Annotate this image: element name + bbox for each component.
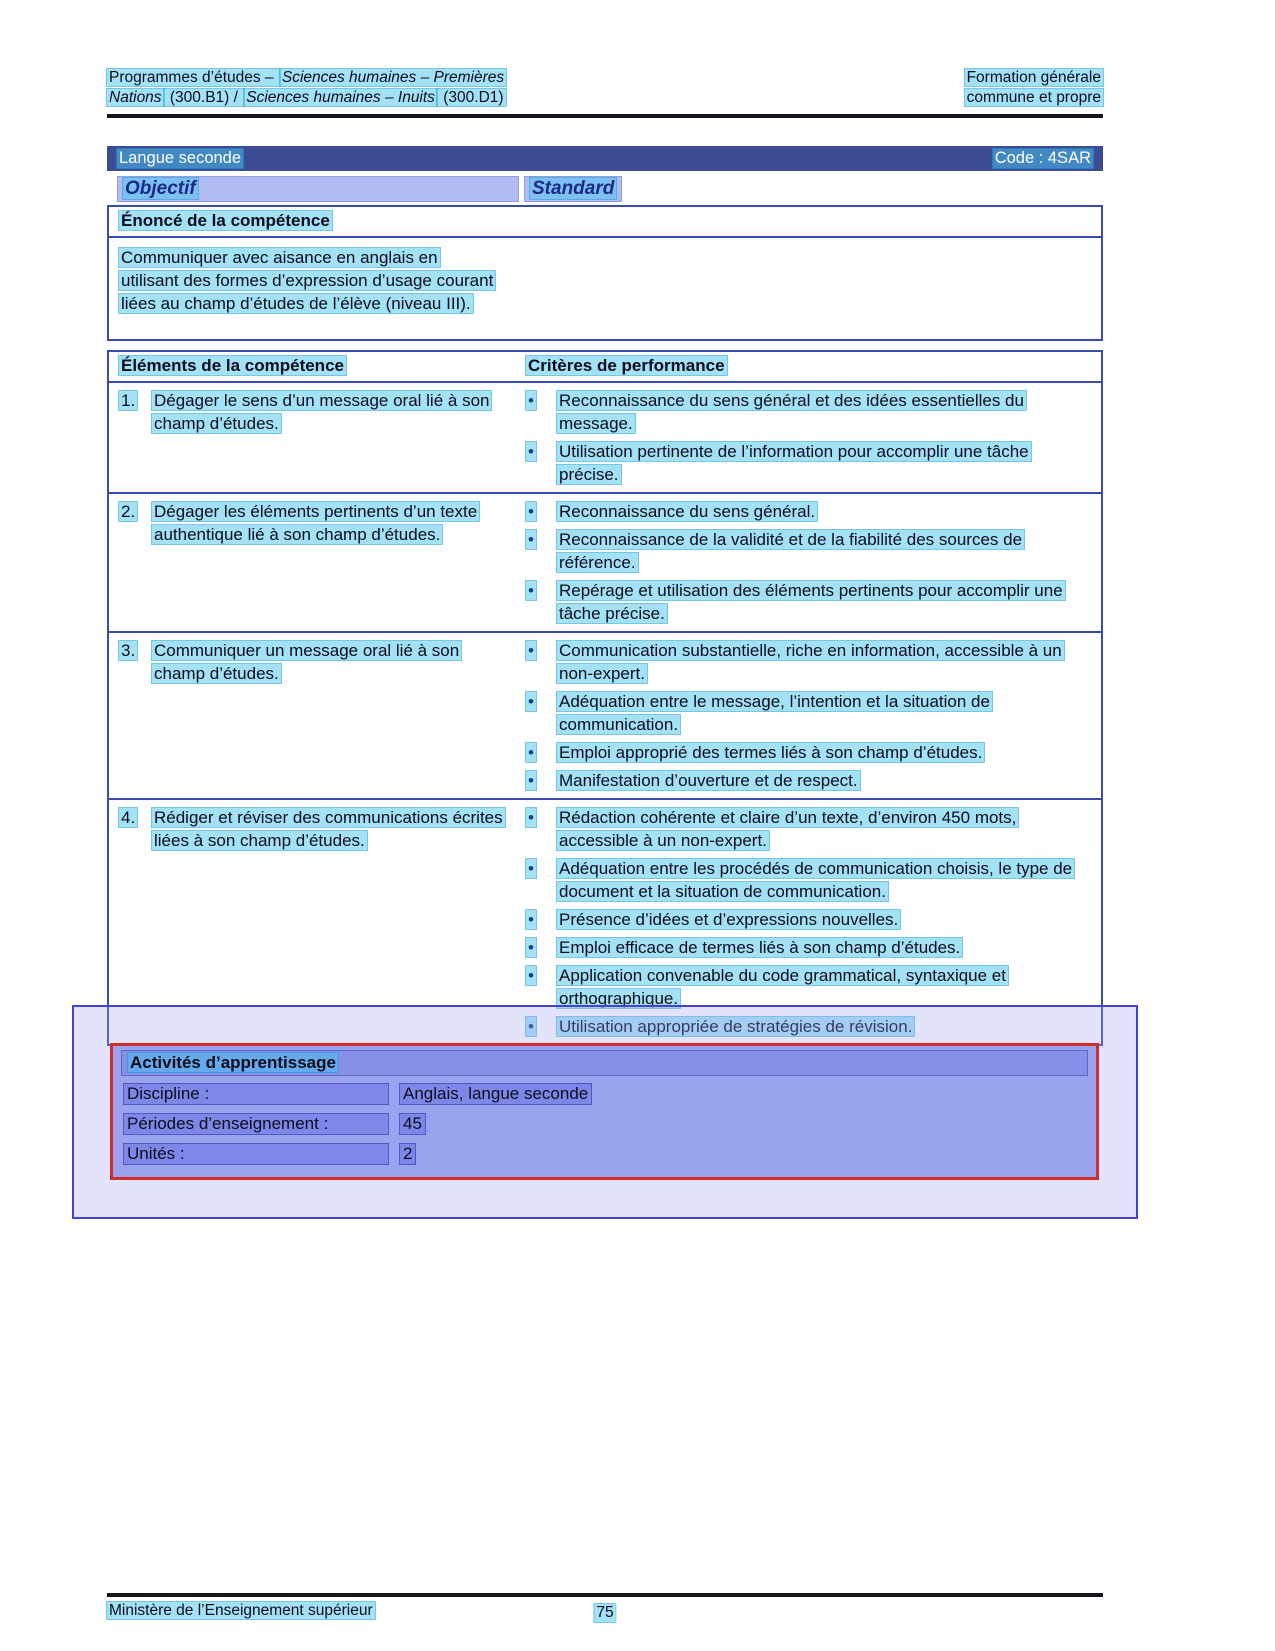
- bullet-icon: •: [528, 743, 534, 762]
- activities-heading: Activités d’apprentissage: [130, 1053, 336, 1072]
- bullet-icon: •: [528, 530, 534, 549]
- enonce-text: Communiquer avec aisance en anglais en utilisant des formes d’expression d’usage courant liées au champ d’études de l’élève (niveau III).: [121, 248, 494, 313]
- row-number: 4.: [121, 808, 136, 827]
- objectif-heading: Objectif: [125, 178, 196, 199]
- critere-item: [526, 936, 1091, 959]
- critere-text: Utilisation pertinente de l’information pour accomplir une tâche précise.: [559, 442, 1029, 484]
- elements-heading: Éléments de la compétence: [121, 356, 344, 375]
- standard-heading: Standard: [532, 178, 615, 199]
- section-title-bar: [107, 146, 1103, 171]
- enonce-box: [107, 205, 1103, 341]
- activity-row: [124, 1114, 1085, 1134]
- critere-text: Adéquation entre les procédés de communication choisis, le type de document et la situation de communication.: [559, 859, 1073, 901]
- competence-header-row: [109, 352, 1101, 383]
- activity-row: [124, 1084, 1085, 1104]
- critere-text: Manifestation d’ouverture et de respect.: [559, 771, 858, 790]
- critere-text: Utilisation appropriée de stratégies de révision.: [559, 1017, 913, 1036]
- critere-text: Application convenable du code grammatical, syntaxique et orthographique.: [559, 966, 1006, 1008]
- activity-value: 2: [400, 1144, 415, 1164]
- enonce-header-row: [109, 207, 1101, 238]
- activity-value: Anglais, langue seconde: [400, 1084, 591, 1104]
- bullet-icon: •: [528, 391, 534, 410]
- header-right-line2: commune et propre: [966, 89, 1101, 106]
- bullet-icon: •: [528, 938, 534, 957]
- activities-box: [110, 1043, 1099, 1180]
- bullet-icon: •: [528, 808, 534, 827]
- bullet-icon: •: [528, 859, 534, 878]
- element-text: Dégager les éléments pertinents d’un texte authentique lié à son champ d’études.: [154, 502, 478, 544]
- critere-item: [526, 528, 1091, 574]
- section-title: Langue seconde: [119, 149, 242, 167]
- critere-item: [526, 769, 1091, 792]
- critere-item: [526, 806, 1091, 852]
- criteres-heading: Critères de performance: [528, 356, 725, 375]
- row-number: 3.: [121, 641, 136, 660]
- critere-item: [526, 579, 1091, 625]
- critere-text: Reconnaissance du sens général.: [559, 502, 816, 521]
- footer-text: Ministère de l’Enseignement supérieur: [109, 1602, 373, 1619]
- critere-text: Communication substantielle, riche en information, accessible à un non-expert.: [559, 641, 1062, 683]
- row-number: 2.: [121, 502, 136, 521]
- bullet-icon: •: [528, 692, 534, 711]
- header-left-line1: Programmes d’études – Sciences humaines – Premières: [109, 69, 505, 86]
- critere-item: [526, 690, 1091, 736]
- critere-item: [526, 741, 1091, 764]
- activity-label: Périodes d’enseignement :: [124, 1114, 388, 1134]
- element-text: Communiquer un message oral lié à son champ d’études.: [154, 641, 460, 683]
- critere-text: Emploi efficace de termes liés à son champ d’études.: [559, 938, 961, 957]
- bullet-icon: •: [528, 1017, 534, 1036]
- bullet-icon: •: [528, 502, 534, 521]
- bullet-icon: •: [528, 910, 534, 929]
- activity-label: Unités :: [124, 1144, 388, 1164]
- critere-text: Reconnaissance du sens général et des idées essentielles du message.: [559, 391, 1024, 433]
- critere-text: Présence d’idées et d’expressions nouvelles.: [559, 910, 899, 929]
- page-header: [107, 68, 1103, 118]
- page-footer: [107, 1593, 1103, 1620]
- header-left: [107, 68, 506, 108]
- critere-text: Emploi approprié des termes liés à son champ d’études.: [559, 743, 983, 762]
- critere-item: [526, 964, 1091, 1010]
- critere-text: Reconnaissance de la validité et de la fiabilité des sources de référence.: [559, 530, 1023, 572]
- column-headers: [118, 177, 621, 201]
- critere-item: [526, 857, 1091, 903]
- header-left-line2: Nations (300.B1) / Sciences humaines – Inuits (300.D1): [109, 89, 504, 106]
- critere-item: [526, 500, 1091, 523]
- critere-text: Adéquation entre le message, l’intention et la situation de communication.: [559, 692, 990, 734]
- page-number: 75: [596, 1604, 614, 1621]
- element-text: Dégager le sens d’un message oral lié à son champ d’études.: [154, 391, 490, 433]
- objectif-band: [118, 177, 518, 201]
- activity-value: 45: [400, 1114, 425, 1134]
- bullet-icon: •: [528, 442, 534, 461]
- bullet-icon: •: [528, 581, 534, 600]
- critere-item: [526, 908, 1091, 931]
- section-code: Code : 4SAR: [994, 149, 1091, 167]
- critere-text: Repérage et utilisation des éléments pertinents pour accomplir une tâche précise.: [559, 581, 1063, 623]
- activity-label: Discipline :: [124, 1084, 388, 1104]
- bullet-icon: •: [528, 641, 534, 660]
- header-right-line1: Formation générale: [966, 69, 1101, 86]
- header-right: [965, 68, 1103, 108]
- standard-band: [525, 177, 621, 201]
- enonce-heading: Énoncé de la compétence: [121, 211, 330, 230]
- element-text: Rédiger et réviser des communications écrites liées à son champ d’études.: [154, 808, 503, 850]
- table-row: [109, 492, 1101, 631]
- critere-text: Rédaction cohérente et claire d’un texte, d’environ 450 mots, accessible à un non-expert.: [559, 808, 1017, 850]
- critere-item: [526, 440, 1091, 486]
- bullet-icon: •: [528, 771, 534, 790]
- critere-item: [526, 389, 1091, 435]
- critere-item: [526, 639, 1091, 685]
- enonce-body: [109, 238, 1101, 323]
- activity-row: [124, 1144, 1085, 1164]
- competence-table: [107, 350, 1103, 1046]
- bullet-icon: •: [528, 966, 534, 985]
- table-row: [109, 631, 1101, 798]
- table-row: [109, 383, 1101, 492]
- row-number: 1.: [121, 391, 136, 410]
- activities-header-row: [122, 1051, 1087, 1075]
